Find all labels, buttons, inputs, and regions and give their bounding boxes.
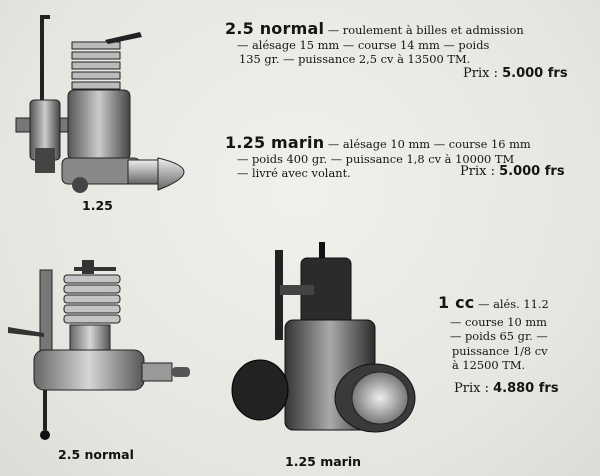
product-1-25-marin [225,133,565,181]
price-value: 4.880 frs [493,380,559,396]
caption-2-5-normal: 2.5 normal [58,447,134,462]
product-spec-line: puissance 1/8 cv [452,343,548,358]
product-title: 2.5 normal [225,19,325,38]
price-label: Prix : [463,65,498,81]
product-title: 1 cc [438,293,475,312]
product-spec-line: — alésage 10 mm — course 16 mm [324,137,531,151]
product-title: 1.25 marin [225,133,325,152]
caption-1-25: 1.25 [82,198,113,213]
product-spec-line: — livré avec volant. [237,166,351,180]
product-spec-line: — poids 65 gr. — [450,329,548,343]
product-price [438,382,559,397]
caption-1-25-marin: 1.25 marin [285,454,362,469]
product-spec-line: à 12500 TM. [452,358,526,372]
product-price [225,67,568,82]
price-label: Prix : [454,380,489,396]
product-spec-line: — alés. 11.2 [474,297,549,311]
product-spec-line: — roulement à billes et admission [324,23,524,37]
product-spec-line: — alésage 15 mm — course 14 mm — poids [237,37,490,52]
product-spec-line: — course 10 mm [450,314,547,329]
product-spec-line: — poids 400 gr. — puissance 1,8 cv à 10000 TM [237,151,515,166]
product-spec-line: 135 gr. — puissance 2,5 cv à 13500 TM. [239,52,471,66]
engine-illustration-1-25 [10,10,215,213]
product-1-cc [438,293,559,396]
price-value: 5.000 frs [502,65,568,81]
price-label: Prix : [460,164,495,179]
engine-illustration-2-5-normal [4,255,204,462]
price-value: 5.000 frs [499,164,565,179]
product-price [460,165,565,180]
engine-illustration-1-25-marin [225,240,425,469]
product-2-5-normal [225,19,568,81]
